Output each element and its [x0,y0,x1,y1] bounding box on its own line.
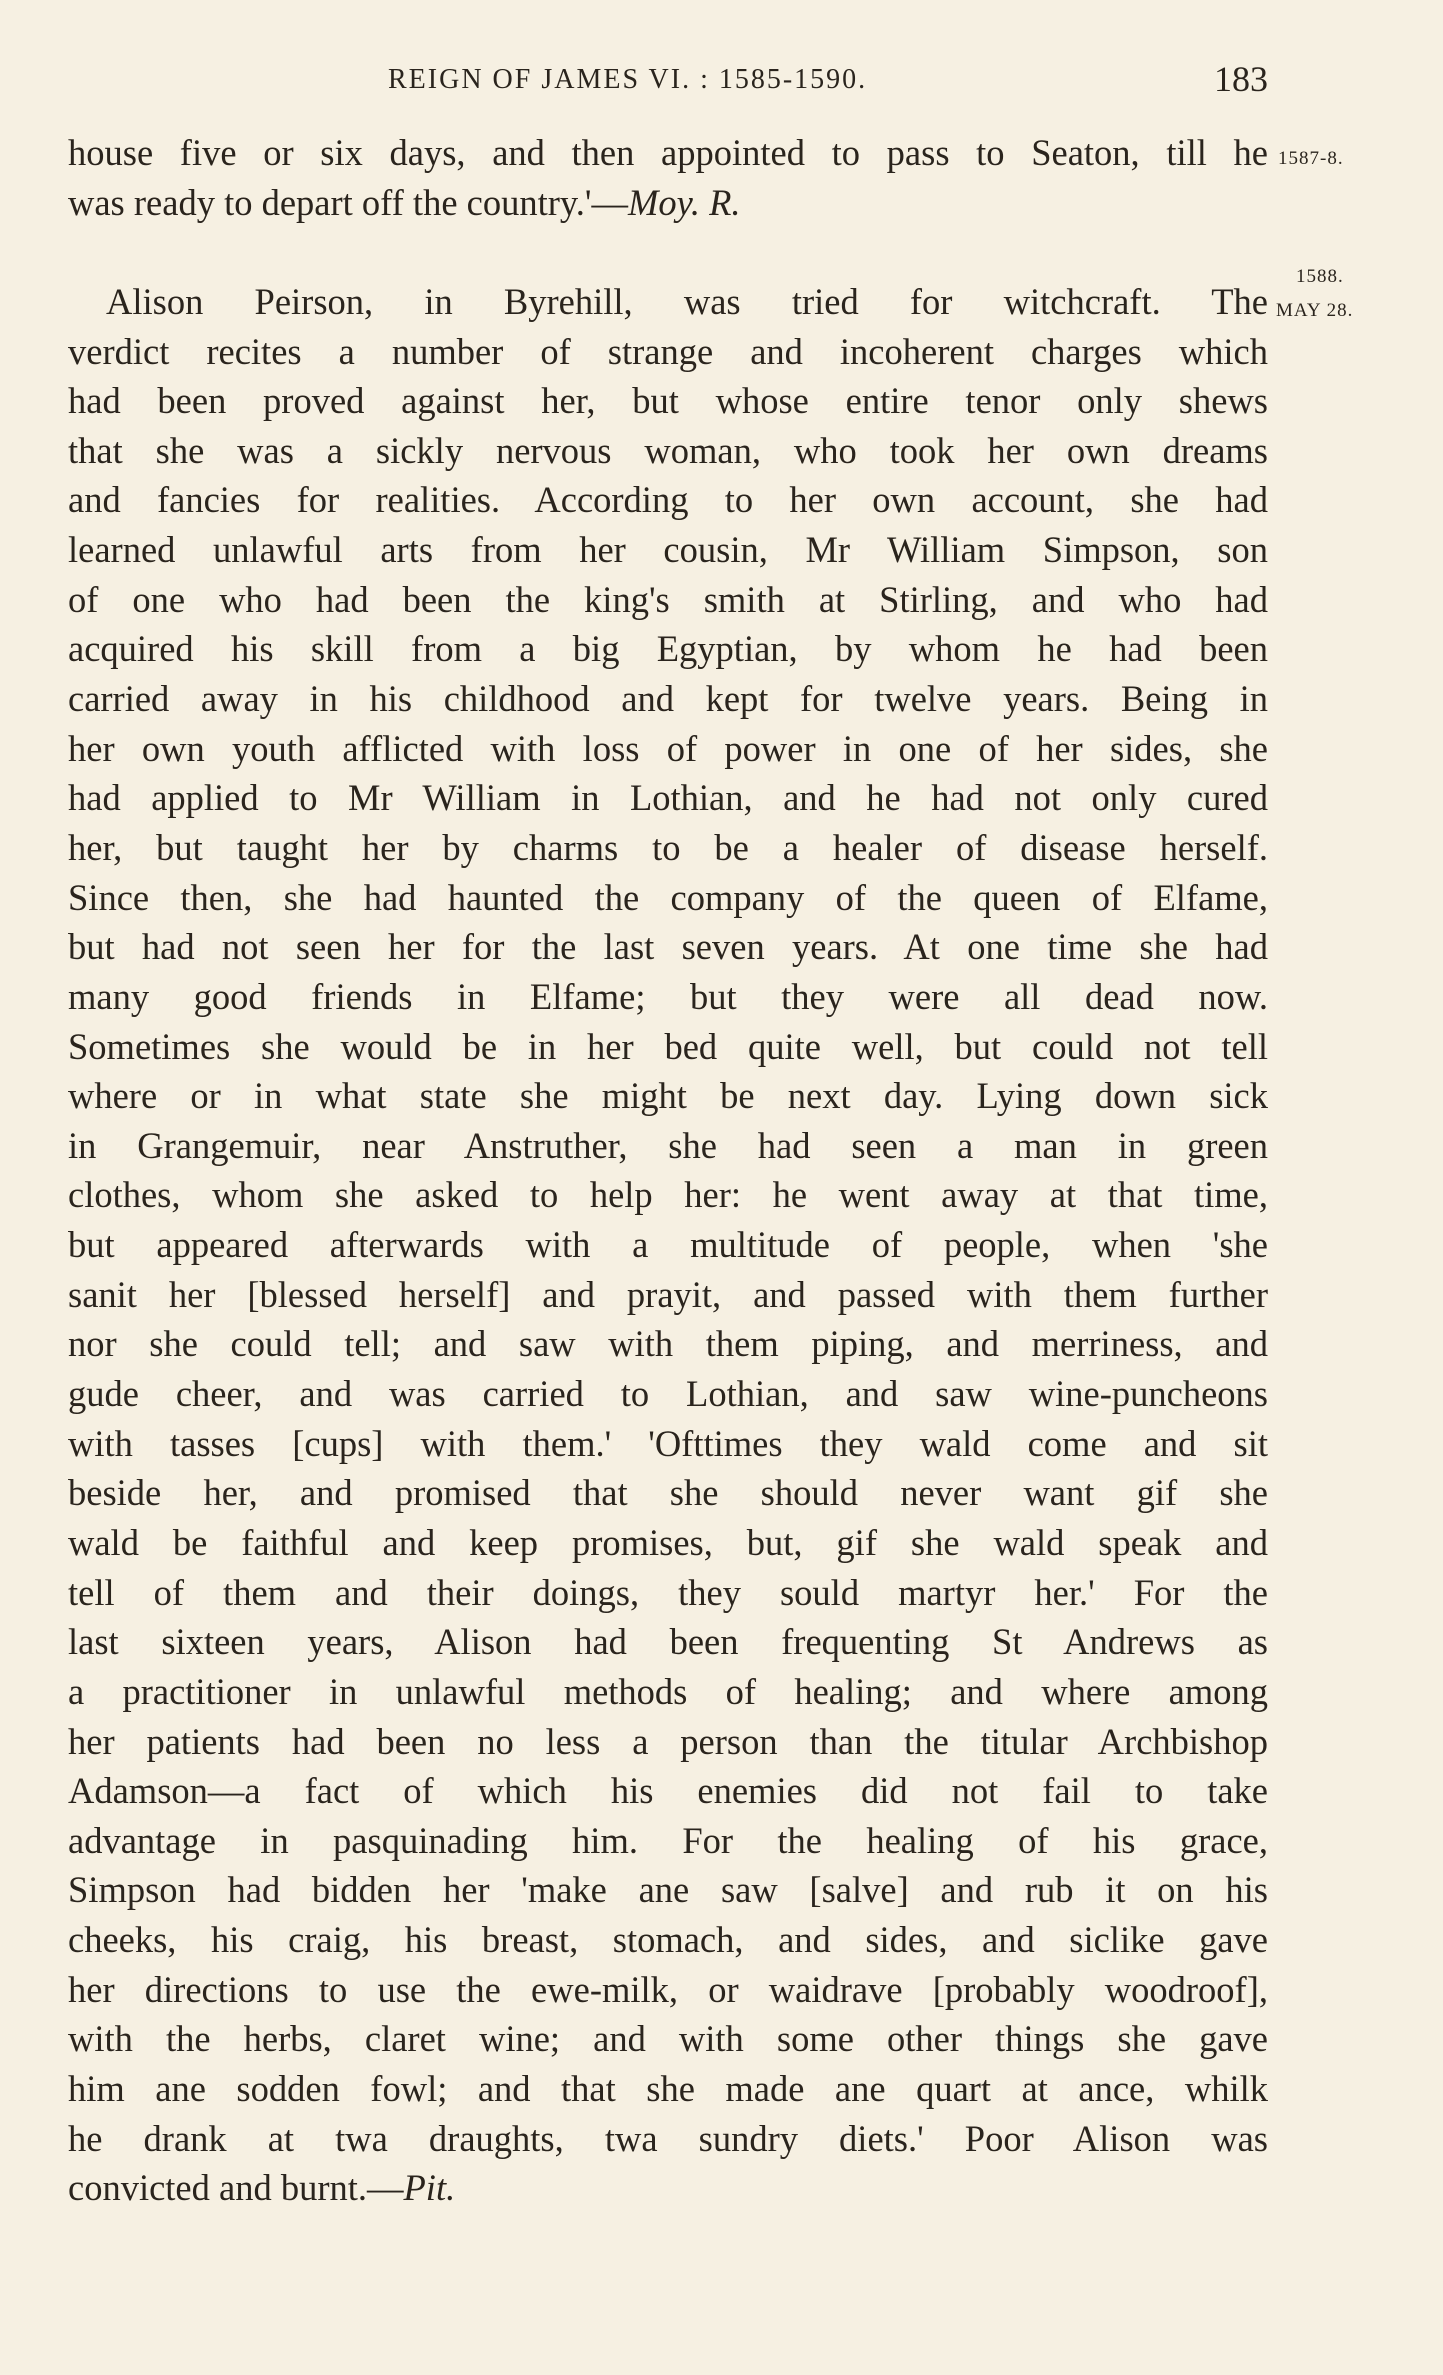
text-line: but had not seen her for the last seven years. At one time she had [68,926,1268,968]
margin-date-may-28: MAY 28. [1276,300,1354,321]
source-citation: Moy. R. [627,181,741,223]
margin-date-1587: 1587-8. [1278,148,1344,169]
text-line: learned unlawful arts from her cousin, Mr William Simpson, son [68,529,1268,571]
text-line: that she was a sickly nervous woman, who took her own dreams [68,429,1268,471]
text-line: in Grangemuir, near Anstruther, she had seen a man in green [68,1124,1268,1166]
text-line: convicted and burnt.—Pit. [68,2167,456,2209]
text-line: her patients had been no less a person than the titular Archbishop [68,1720,1268,1762]
text-line: had been proved against her, but whose entire tenor only shews [68,380,1268,422]
paragraph [68,277,1268,2213]
text-line: carried away in his childhood and kept for twelve years. Being in [68,678,1268,720]
text-line: tell of them and their doings, they sould martyr her.' For the [68,1571,1268,1613]
text-line: wald be faithful and keep promises, but, gif she wald speak and [68,1521,1268,1563]
text-line: he drank at twa draughts, twa sundry diets.' Poor Alison was [68,2117,1268,2159]
text-line: house five or six days, and then appointed to pass to Seaton, till he [68,132,1268,173]
text-line: sanit her [blessed herself] and prayit, and passed with them further [68,1273,1268,1315]
text-line: beside her, and promised that she should never want gif she [68,1472,1268,1514]
source-citation: Pit. [403,2167,456,2209]
text-line: had applied to Mr William in Lothian, and he had not only cured [68,777,1268,819]
running-head: REIGN OF JAMES VI. : 1585-1590. [388,64,868,95]
text-line: clothes, whom she asked to help her: he went away at that time, [68,1174,1268,1216]
text-line: Adamson—a fact of which his enemies did not fail to take [68,1770,1268,1812]
margin-year-1588: 1588. [1296,266,1344,287]
text-line: a practitioner in unlawful methods of healing; and where among [68,1670,1268,1712]
page-number: 183 [1214,59,1268,99]
text-line: Alison Peirson, in Byrehill, was tried for witchcraft. The [106,280,1268,322]
text-line: with the herbs, claret wine; and with some other things she gave [68,2018,1268,2060]
page-header [68,58,1268,108]
text-line: verdict recites a number of strange and incoherent charges which [68,330,1268,372]
text-line: where or in what state she might be next day. Lying down sick [68,1075,1268,1117]
text-line: last sixteen years, Alison had been frequenting St Andrews as [68,1621,1268,1663]
text-line: her, but taught her by charms to be a healer of disease herself. [68,826,1268,868]
text-line: acquired his skill from a big Egyptian, by whom he had been [68,628,1268,670]
text-line: many good friends in Elfame; but they were all dead now. [68,975,1268,1017]
text-line: gude cheer, and was carried to Lothian, and saw wine-puncheons [68,1373,1268,1415]
text-line: her directions to use the ewe-milk, or waidrave [probably woodroof], [68,1968,1268,2010]
body-text [68,128,1268,2213]
text-line: nor she could tell; and saw with them piping, and merriness, and [68,1323,1268,1365]
text-line: with tasses [cups] with them.' 'Ofttimes they wald come and sit [68,1422,1268,1464]
text-line: was ready to depart off the country.'—Moy. R. [68,181,741,223]
text-line: Since then, she had haunted the company of the queen of Elfame, [68,876,1268,918]
text-line: of one who had been the king's smith at Stirling, and who had [68,578,1268,620]
text-line: cheeks, his craig, his breast, stomach, and sides, and siclike gave [68,1919,1268,1961]
text-line: Sometimes she would be in her bed quite well, but could not tell [68,1025,1268,1067]
text-line: and fancies for realities. According to her own account, she had [68,479,1268,521]
text-line: advantage in pasquinading him. For the healing of his grace, [68,1819,1268,1861]
text-line: him ane sodden fowl; and that she made ane quart at ance, whilk [68,2067,1268,2109]
text-line: but appeared afterwards with a multitude of people, when 'she [68,1224,1268,1266]
text-line: Simpson had bidden her 'make ane saw [salve] and rub it on his [68,1869,1268,1911]
text-line: her own youth afflicted with loss of power in one of her sides, she [68,727,1268,769]
